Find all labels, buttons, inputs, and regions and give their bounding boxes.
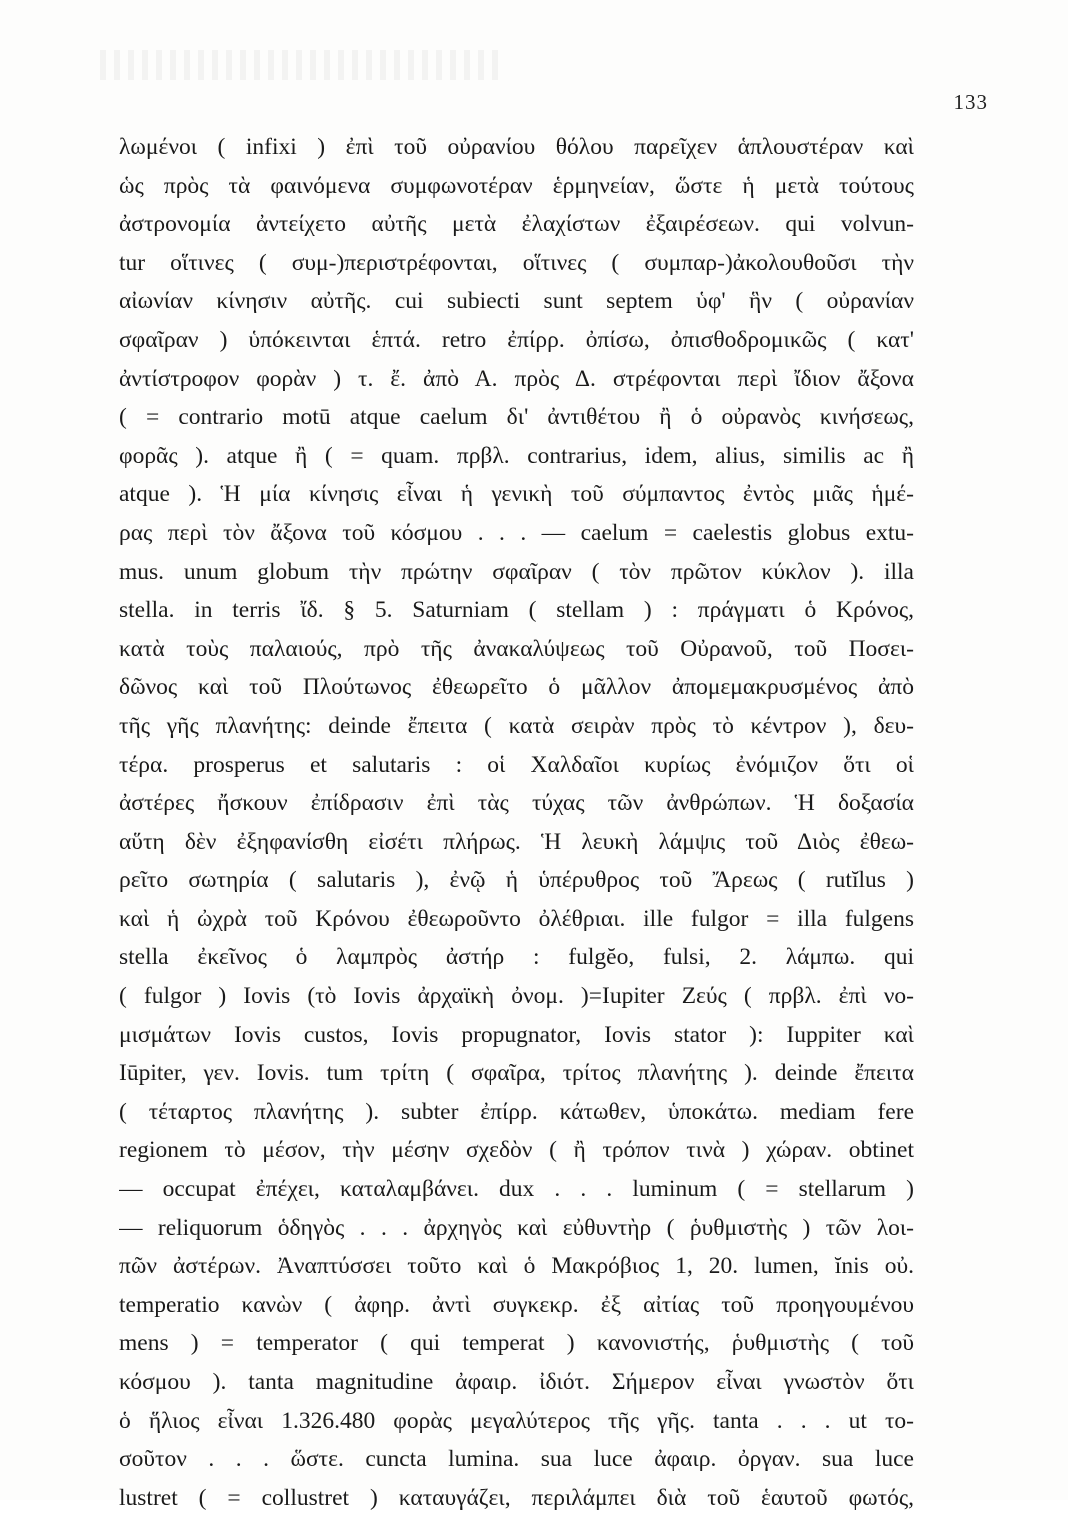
text-line: mus. unum globum τὴν πρώτην σφαῖραν ( τὸν πρῶτον κύκλον ). illa	[119, 558, 914, 585]
text-line: αἰωνίαν κίνησιν αὐτῆς. cui subiecti sunt septem ὑφ' ἣν ( οὐρανίαν	[119, 288, 914, 315]
text-line: ( τέταρτος πλανήτης ). subter ἐπίρρ. κάτωθεν, ὑποκάτω. mediam fere	[119, 1098, 914, 1125]
text-line: stella ἐκεῖνος ὁ λαμπρὸς ἀστήρ : fulgĕo, fulsi, 2. λάμπω. qui	[119, 944, 914, 971]
text-line: ὁ ἥλιος εἶναι 1.326.480 φορὰς μεγαλύτερος τῆς γῆς. tanta . . . ut το-	[119, 1407, 914, 1434]
text-line: αὕτη δὲν ἐξηφανίσθη εἰσέτι πλήρως. Ἡ λευκὴ λάμψις τοῦ Διὸς ἐθεω-	[119, 828, 914, 855]
text-line: δῶνος καὶ τοῦ Πλούτωνος ἐθεωρεῖτο ὁ μᾶλλον ἀπομεμακρυσμένος ἀπὸ	[119, 674, 914, 701]
text-line: lustret ( = collustret ) καταυγάζει, περιλάμπει διὰ τοῦ ἑαυτοῦ φωτός,	[119, 1484, 914, 1511]
page-number: 133	[953, 90, 988, 114]
commentary-text	[119, 128, 914, 1517]
text-line: πῶν ἀστέρων. Ἀναπτύσσει τοῦτο καὶ ὁ Μακρόβιος 1, 20. lumen, ĭnis οὐ.	[119, 1253, 914, 1280]
text-line: — reliquorum ὁδηγὸς . . . ἀρχηγὸς καὶ εὐθυντὴρ ( ῥυθμιστὴς ) τῶν λοι-	[119, 1214, 914, 1241]
text-line: atque ). Ἡ μία κίνησις εἶναι ἡ γενικὴ τοῦ σύμπαντος ἐντὸς μιᾶς ἡμέ-	[119, 481, 914, 508]
text-line: σφαῖραν ) ὑπόκεινται ἑπτά. retro ἐπίρρ. ὀπίσω, ὀπισθοδρομικῶς ( κατ'	[119, 326, 914, 353]
text-line: temperatio κανὼν ( ἀφηρ. ἀντὶ συγκεκρ. ἐξ αἰτίας τοῦ προηγουμένου	[119, 1291, 914, 1318]
text-line: καὶ ἡ ὠχρὰ τοῦ Κρόνου ἐθεωροῦντο ὀλέθριαι. ille fulgor = illa fulgens	[119, 905, 914, 932]
text-line: ρεῖτο σωτηρία ( salutaris ), ἐνῷ ἡ ὑπέρυθρος τοῦ Ἄρεως ( rutĭlus )	[119, 867, 914, 894]
text-line: regionem τὸ μέσον, τὴν μέσην σχεδὸν ( ἢ τρόπον τινὰ ) χώραν. obtinet	[119, 1137, 914, 1164]
text-line: τῆς γῆς πλανήτης: deinde ἔπειτα ( κατὰ σειρὰν πρὸς τὸ κέντρον ), δευ-	[119, 712, 914, 739]
text-line: κόσμου ). tanta magnitudine ἀφαιρ. ἰδιότ. Σήμερον εἶναι γνωστὸν ὅτι	[119, 1369, 914, 1395]
faint-running-header	[100, 50, 500, 80]
text-line: μισμάτων Iovis custos, Iovis propugnator, Iovis stator ): Iuppiter καὶ	[119, 1021, 914, 1048]
text-line: ρας περὶ τὸν ἄξονα τοῦ κόσμου . . . — caelum = caelestis globus extu-	[119, 519, 914, 546]
text-line: tur οἵτινες ( συμ-)περιστρέφονται, οἵτινες ( συμπαρ-)ἀκολουθοῦσι τὴν	[119, 249, 914, 276]
text-line: ὡς πρὸς τὰ φαινόμενα συμφωνοτέραν ἑρμηνείαν, ὥστε ἡ μετὰ τούτους	[119, 172, 914, 199]
text-line: φορᾶς ). atque ἢ ( = quam. πρβλ. contrarius, idem, alius, similis ac ἢ	[119, 442, 914, 469]
text-line: mens ) = temperator ( qui temperat ) κανονιστής, ῥυθμιστὴς ( τοῦ	[119, 1330, 914, 1357]
text-line: τέρα. prosperus et salutaris : οἱ Χαλδαῖοι κυρίως ἐνόμιζον ὅτι οἱ	[119, 751, 914, 778]
text-line: ( fulgor ) Iovis (τὸ Iovis ἀρχαϊκὴ ὀνομ. )=Iupiter Ζεύς ( πρβλ. ἐπὶ νο-	[119, 983, 914, 1010]
text-line: ἀστέρες ἤσκουν ἐπίδρασιν ἐπὶ τὰς τύχας τῶν ἀνθρώπων. Ἡ δοξασία	[119, 790, 914, 817]
text-line: ( = contrario motū atque caelum δι' ἀντιθέτου ἢ ὁ οὐρανὸς κινήσεως,	[119, 404, 914, 431]
text-line: ἀστρονομία ἀντείχετο αὐτῆς μετὰ ἐλαχίστων ἐξαιρέσεων. qui volvun-	[119, 211, 914, 238]
text-line: ἀντίστροφον φορὰν ) τ. ἔ. ἀπὸ Α. πρὸς Δ. στρέφονται περὶ ἴδιον ἄξονα	[119, 365, 914, 392]
text-line: — occupat ἐπέχει, καταλαμβάνει. dux . . . luminum ( = stellarum )	[119, 1176, 914, 1203]
text-line: Iūpiter, γεν. Iovis. tum τρίτη ( σφαῖρα, τρίτος πλανήτης ). deinde ἔπειτα	[119, 1060, 914, 1087]
text-line: λωμένοι ( infixi ) ἐπὶ τοῦ οὐρανίου θόλου παρεῖχεν ἁπλουστέραν καὶ	[119, 134, 914, 160]
text-line: stella. in terris ἴδ. § 5. Saturniam ( stellam ) : πράγματι ὁ Κρόνος,	[119, 597, 914, 624]
text-line: σοῦτον . . . ὥστε. cuncta lumina. sua luce ἀφαιρ. ὀργαν. sua luce	[119, 1446, 914, 1473]
text-line: κατὰ τοὺς παλαιούς, πρὸ τῆς ἀνακαλύψεως τοῦ Οὐρανοῦ, τοῦ Ποσει-	[119, 635, 914, 662]
